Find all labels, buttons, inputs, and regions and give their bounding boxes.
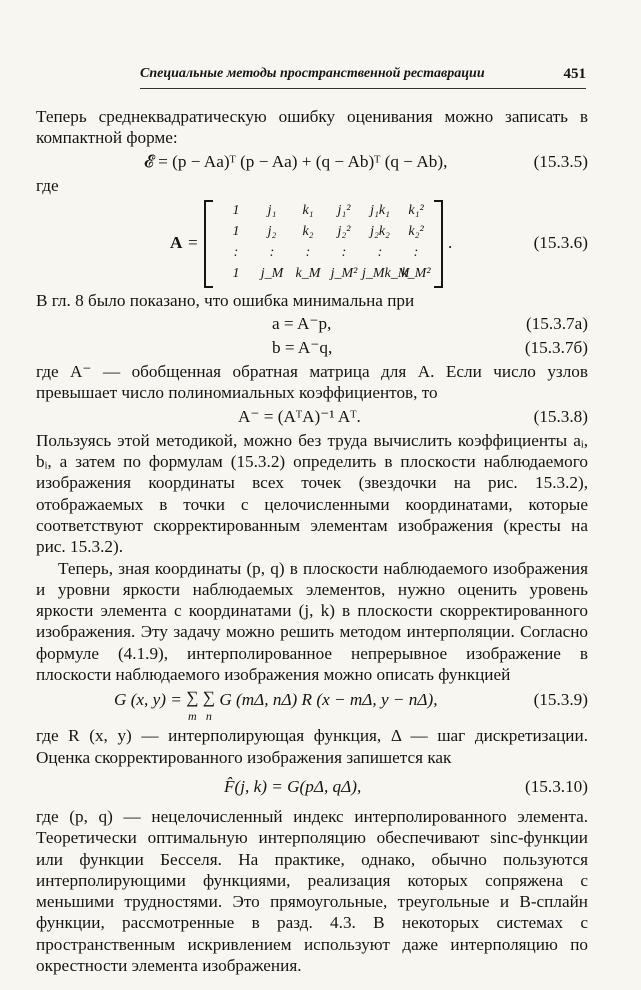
equation-number: (15.3.9) (533, 690, 588, 710)
matrix-cell: j₁ (267, 202, 277, 218)
equation-15-3-6 (36, 198, 588, 288)
equation-formula: F̂(j, k) = G(pΔ, qΔ), (224, 776, 362, 796)
matrix-cell: k₂² (408, 223, 424, 239)
sum-index-m: m (188, 709, 197, 724)
matrix-grid (218, 200, 434, 284)
matrix-cell: j₂k₂ (370, 223, 390, 239)
matrix-right-bracket (434, 200, 443, 288)
equation-formula: a = A⁻p, (272, 314, 332, 334)
matrix-cell: j_M² (330, 265, 358, 281)
matrix-cell: j₂² (337, 223, 351, 239)
equation-15-3-5 (36, 151, 588, 173)
equation-formula: 𝓔 = (p − Aa)ᵀ (p − Aa) + (q − Ab)ᵀ (q − Ab), (144, 151, 448, 171)
matrix-cell: : (413, 244, 419, 260)
sum-m: ∑ m (186, 688, 199, 724)
matrix-cell: 1 (232, 223, 240, 239)
matrix-cell: : (305, 244, 311, 260)
matrix-cell: 1 (232, 265, 240, 281)
equation-number: (15.3.8) (533, 406, 588, 426)
matrix-cell: j_M (260, 265, 284, 281)
equation-15-3-10 (36, 776, 588, 804)
matrix-cell: : (269, 244, 275, 260)
matrix-cell: : (233, 244, 239, 260)
equation-15-3-7b (36, 337, 588, 359)
equation-15-3-8 (36, 406, 588, 428)
equation-15-3-7a (36, 313, 588, 335)
equation-number: (15.3.7б) (524, 338, 588, 358)
matrix-cell: j₂ (267, 223, 277, 239)
paragraph-where: где (36, 175, 59, 195)
matrix-period: . (448, 232, 453, 252)
matrix-equals: = (188, 232, 198, 252)
running-header (140, 66, 586, 82)
sum-index-n: n (205, 709, 212, 724)
matrix-cell: : (377, 244, 383, 260)
matrix-label: A (170, 232, 183, 252)
paragraph-3: где A⁻ — обобщенная обратная матрица для A. Если число узлов превышает число полиномиальных коэффициентов, то (36, 362, 588, 403)
matrix-cell: j_Mk_M (362, 265, 410, 281)
matrix-left-bracket (204, 200, 213, 288)
paragraph-4: Пользуясь этой методикой, можно без труда вычислить коэффициенты aᵢ, bᵢ, а затем по формулам (15.3.2) определить в плоскости наблюдаемого изображения координаты всех точек (звездочки на рис. 15.3.2), отображаемых в точки с целочисленными координатами, которые соответствуют скорректированным элементам изображения (кресты на рис. 15.3.2). (36, 430, 588, 557)
equation-formula: A⁻ = (AᵀA)⁻¹ Aᵀ. (238, 406, 361, 426)
equation-formula: b = A⁻q, (272, 338, 333, 358)
equation-number: (15.3.10) (524, 776, 588, 796)
paragraph-2: В гл. 8 было показано, что ошибка минимальна при (36, 290, 415, 310)
paragraph-5: Теперь, зная координаты (p, q) в плоскости наблюдаемого изображения и уровни яркости наблюдаемых элементов, нужно оценить уровень яркости элемента с координатами (j, k) в плоскости скорректированного изображения. Эту задачу можно решить методом интерполяции. Согласно формуле (4.1.9), интерполированное непрерывное изображение в плоскости наблюдаемого изображения можно описать функцией (36, 558, 588, 685)
matrix-cell: k₂ (302, 223, 314, 239)
matrix-cell: k_M² (401, 265, 431, 281)
page-number: 451 (563, 66, 586, 82)
page-body (36, 106, 588, 976)
equation-number: (15.3.7а) (525, 314, 588, 334)
equation-formula (114, 689, 438, 725)
paragraph-1: Теперь среднеквадратическую ошибку оценивания можно записать в компактной форме: (36, 107, 588, 148)
equation-rhs: G (mΔ, nΔ) R (x − mΔ, y − nΔ), (219, 690, 438, 710)
matrix-cell: k₁² (408, 202, 424, 218)
matrix-cell: j₁k₁ (370, 202, 390, 218)
matrix-cell: j₁² (337, 202, 351, 218)
equation-number: (15.3.5) (533, 151, 588, 171)
paragraph-6: где R (x, y) — интерполирующая функция, Δ — шаг дискретизации. Оценка скорректированного изображения запишется как (36, 726, 588, 767)
header-title: Специальные методы пространственной реставрации (140, 66, 485, 81)
paragraph-7: где (p, q) — нецелочисленный индекс интерполированного элемента. Теоретически оптимальную интерполяцию обеспечивают sinc-функции или функции Бесселя. На практике, однако, обычно пользуются интерполирующими функциями, реализация которых сопряжена с меньшими трудностями. Это прямоугольные, треугольные и B-сплайн функции, рассмотренные в разд. 4.3. В некоторых системах с пространственным искривлением используют даже интерполяцию по окрестности элемента изображения. (36, 806, 588, 976)
header-rule (140, 88, 586, 89)
matrix-cell: : (341, 244, 347, 260)
equation-lhs: G (x, y) = (114, 690, 182, 710)
matrix-cell: 1 (232, 202, 240, 218)
matrix-cell: k₁ (302, 202, 314, 218)
equation-15-3-9 (36, 687, 588, 723)
sum-n: ∑ n (202, 688, 216, 724)
equation-number: (15.3.6) (533, 232, 588, 252)
matrix-cell: k_M (295, 265, 321, 281)
